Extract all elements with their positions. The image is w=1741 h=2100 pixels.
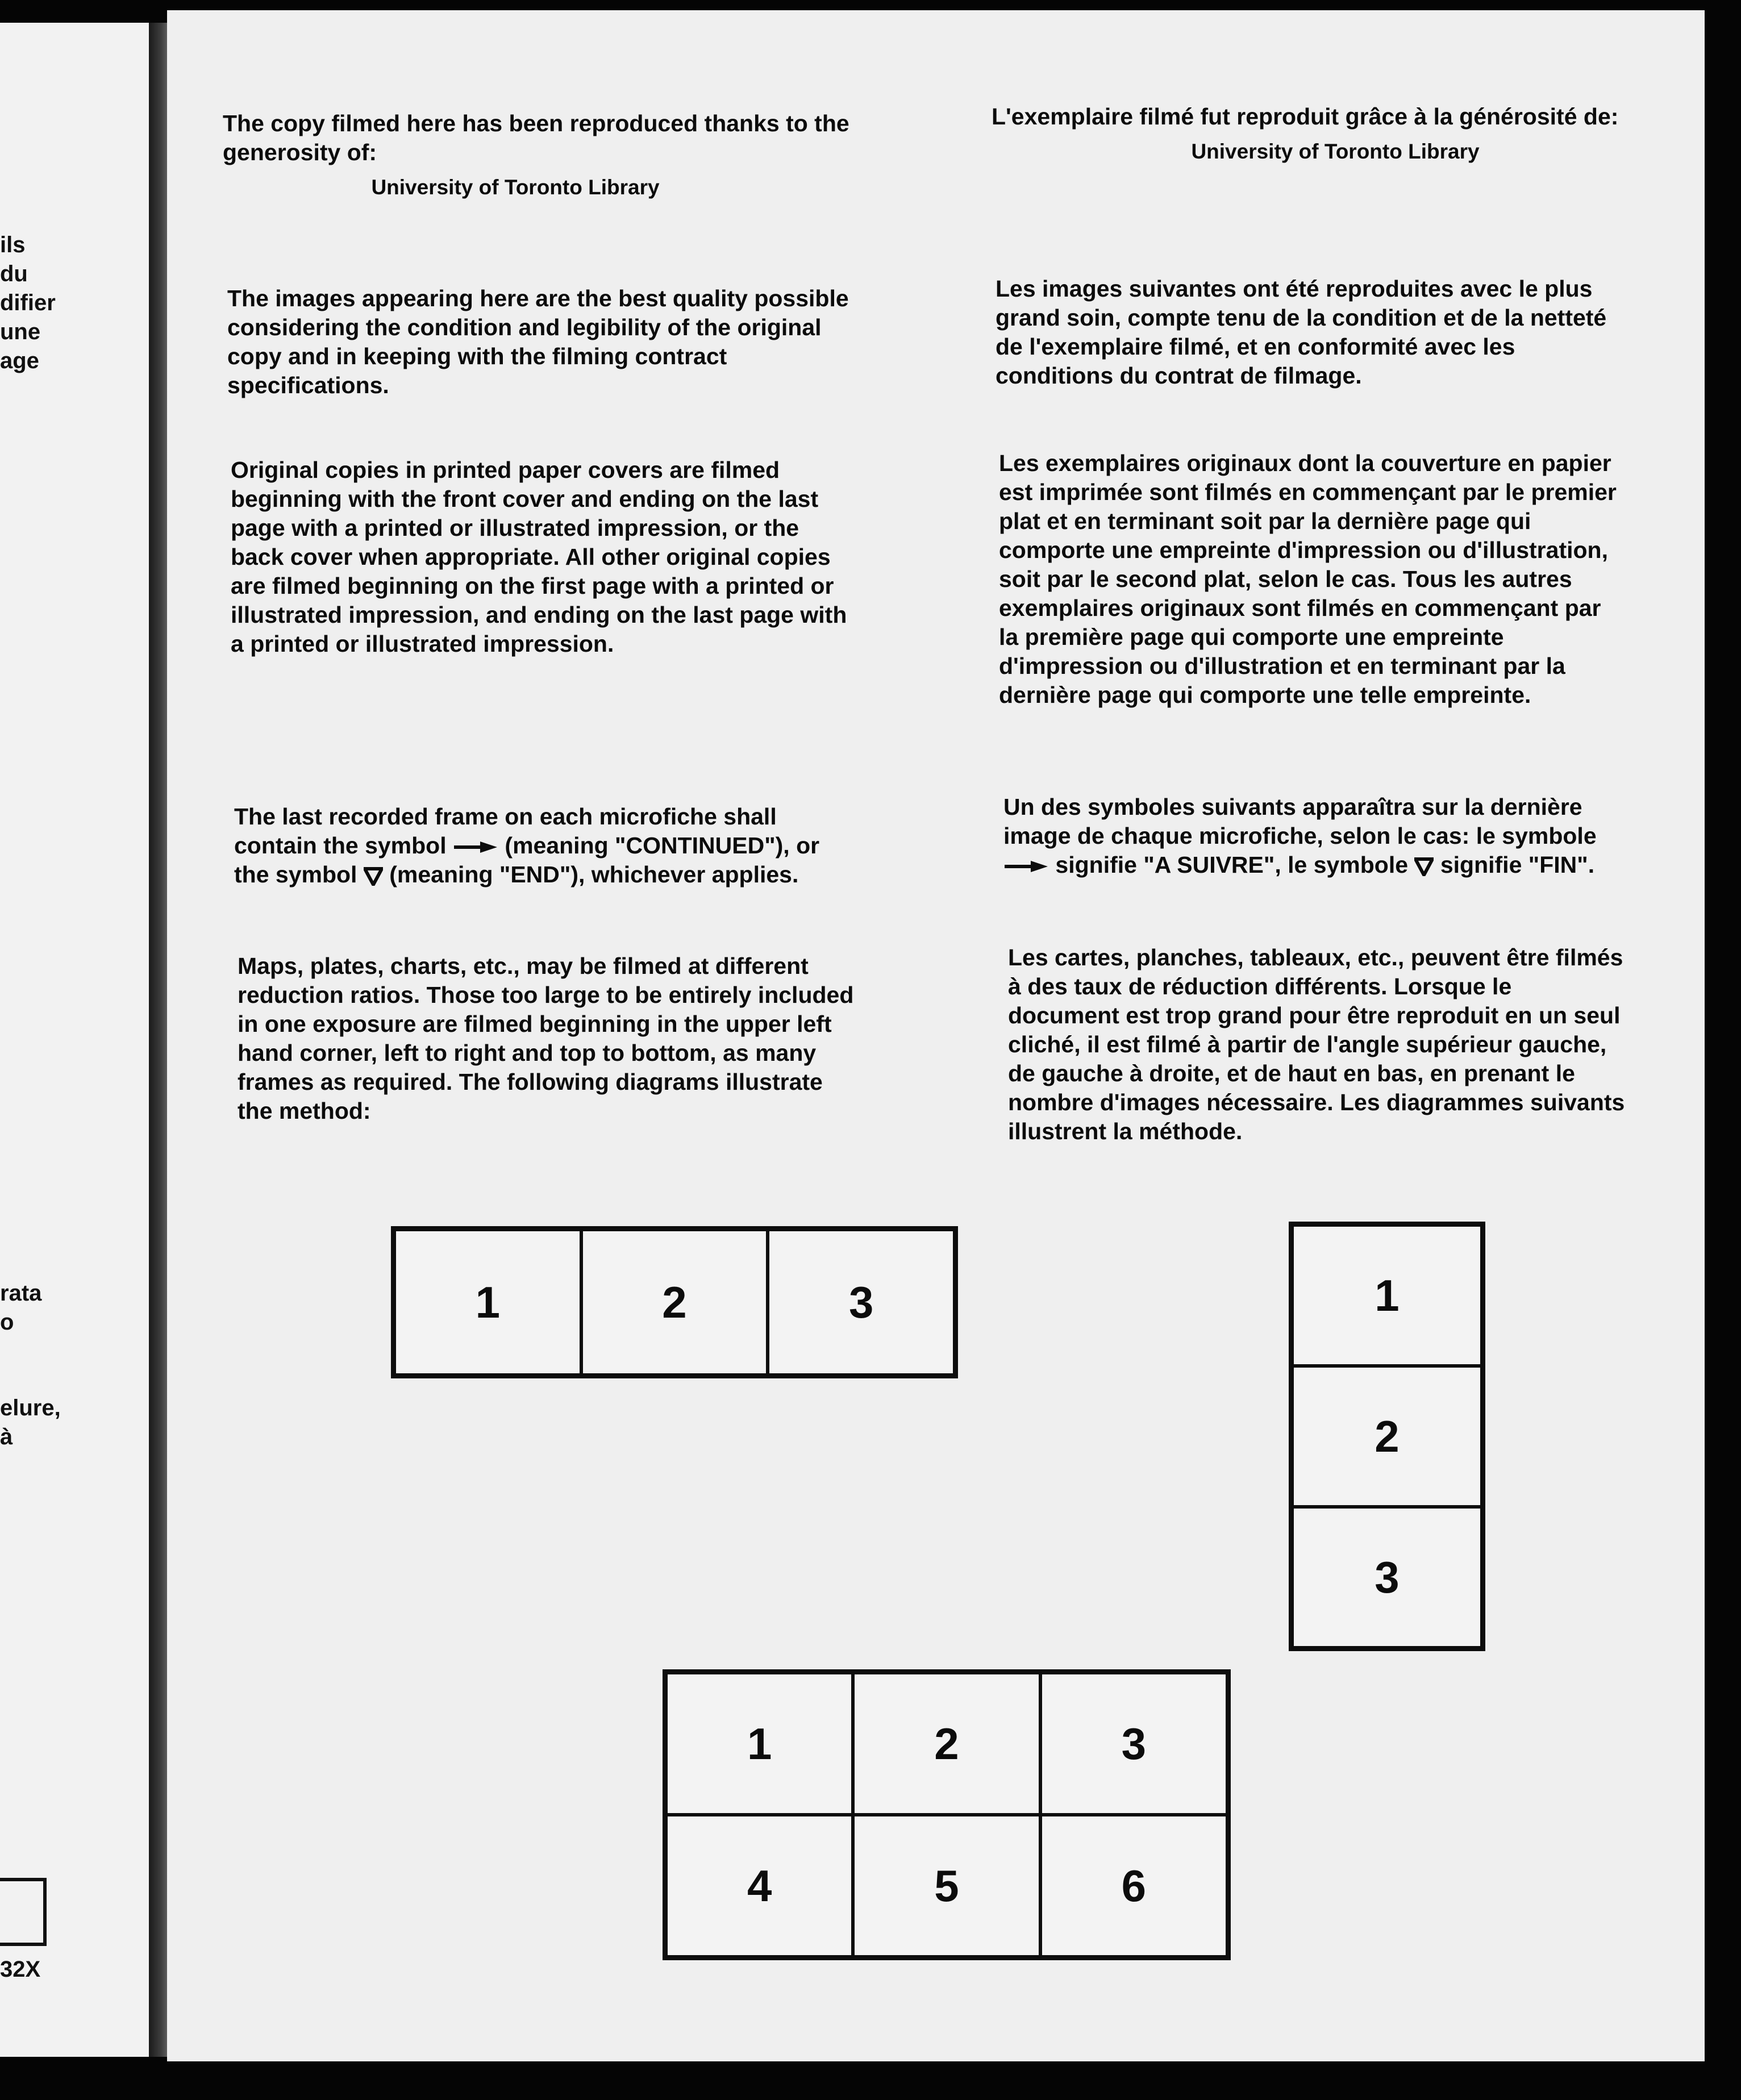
frame-cell: 1 <box>394 1230 581 1375</box>
page-edge <box>1705 0 1741 2100</box>
fragment-text: ils <box>0 232 26 257</box>
frame-cell: 6 <box>1040 1815 1227 1957</box>
fragment-text: age <box>0 348 39 373</box>
frame-cell: 2 <box>1292 1366 1482 1507</box>
triangle-down-icon <box>364 866 383 886</box>
english-symbol-text: The last recorded frame on each microfiche shall contain the symbol <box>234 803 777 859</box>
triangle-down-icon <box>1414 857 1434 876</box>
arrow-right-icon <box>1003 860 1049 873</box>
reduction-label: 32X <box>0 1957 41 1982</box>
frame-cell: 3 <box>768 1230 955 1375</box>
frame-cell: 2 <box>853 1673 1040 1815</box>
french-symbols: Un des symboles suivants apparaîtra sur la dernière image de chaque microfiche, selon le cas: le symbole signifie "A SUIVRE", le symbole signifie "FIN". <box>1003 794 1597 878</box>
diagram-row <box>391 1226 958 1378</box>
fragment-text: du <box>0 261 28 286</box>
diagram-grid <box>663 1669 1231 1960</box>
frame-cell: 1 <box>666 1673 853 1815</box>
french-intro: L'exemplaire filmé fut reproduit grâce à la générosité de: <box>992 103 1619 130</box>
fragment-text: difier <box>0 290 56 315</box>
french-maps: Les cartes, planches, tableaux, etc., peuvent être filmés à des taux de réduction différents. Lorsque le document est trop grand pour être reproduit en un seul cliché, il est filmé à partir de l'angle supérieur gauche, de gauche à droite, et de haut en bas, en prenant le nombre d'images nécessaire. Les diagrammes suivants illustrent la méthode. <box>1008 944 1625 1144</box>
english-quality: The images appearing here are the best quality possible considering the condition and legibility of the original copy and in keeping with the filming contract specifications. <box>227 285 849 398</box>
english-originals: Original copies in printed paper covers are filmed beginning with the front cover and ending on the last page with a printed or illustrated impression, or the back cover when appropriate. All other original copies are filmed beginning on the first page with a printed or illustrated impression, and ending on the last page with a printed or illustrated impression. <box>231 457 847 657</box>
fragment-text: o <box>0 1310 14 1335</box>
arrow-right-icon <box>453 841 498 853</box>
english-maps: Maps, plates, charts, etc., may be filmed at different reduction ratios. Those too large to be entirely included in one exposure are filmed beginning in the upper left hand corner, left to right and top to bottom, as many frames as required. The following diagrams illustrate the method: <box>238 953 854 1124</box>
frame-cell: 5 <box>853 1815 1040 1957</box>
frame-cell: 4 <box>666 1815 853 1957</box>
english-library: University of Toronto Library <box>371 176 660 199</box>
french-library: University of Toronto Library <box>1191 140 1480 163</box>
fragment-text: une <box>0 319 41 344</box>
fragment-text: elure, <box>0 1395 61 1420</box>
fragment-text: à <box>0 1424 13 1449</box>
frame-cell: 2 <box>581 1230 768 1375</box>
diagram-column <box>1289 1222 1485 1651</box>
french-intro-block <box>992 102 1628 165</box>
english-symbols: The last recorded frame on each microfiche shall contain the symbol (meaning "CONTINUED"), or the symbol (meaning "END"), whichever applies. <box>234 803 820 888</box>
frame-cell: 3 <box>1292 1507 1482 1648</box>
fragment-text: rata <box>0 1281 42 1306</box>
frame-cell: 3 <box>1040 1673 1227 1815</box>
english-intro: The copy filmed here has been reproduced thanks to the generosity of: <box>223 110 849 165</box>
french-originals: Les exemplaires originaux dont la couverture en papier est imprimée sont filmés en commençant par le premier plat et en terminant soit par la dernière page qui comporte une empreinte d'impression ou d'illustration, soit par le second plat, selon le cas. Tous les autres exemplaires originaux sont filmés en commençant par la première page qui comporte une empreinte d'impression ou d'illustration et en terminant par la dernière page qui comporte une telle empreinte. <box>999 450 1617 708</box>
reduction-box <box>0 1878 47 1946</box>
english-intro-block <box>223 109 859 201</box>
french-quality: Les images suivantes ont été reproduites avec le plus grand soin, compte tenu de la condition et de la netteté de l'exemplaire filmé, et en conformité avec les conditions du contrat de filmage. <box>996 276 1607 389</box>
adjacent-page-sliver <box>0 23 149 2057</box>
frame-cell: 1 <box>1292 1225 1482 1366</box>
